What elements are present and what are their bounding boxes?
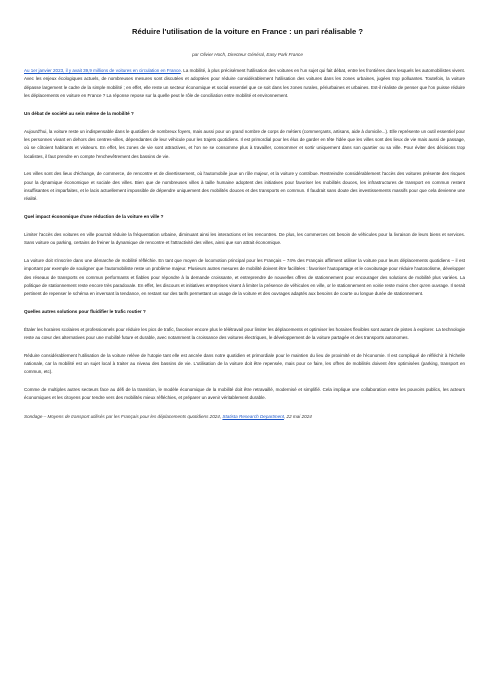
page-title: Réduire l'utilisation de la voiture en France : un pari réalisable ? [132, 27, 363, 36]
section-paragraph: La voiture doit s'inscrire dans une démarche de mobilité réfléchie. En tant que moyen de locomotion principal pour les Français – 74% des Français affirment utiliser la voiture pour leurs déplacements quotidiens – il est important par exemple de souligner que l'automobiliste reste un problème majeur. Plusieurs autres mesures de mobilité doivent être facilitées : favoriser l'autopartage et le covoiturage pour réduire l'autosolisme, développer des réseaux de transports en commun performants et fiables pour répondre à la demande croissante, et entreprendre de nouvelles offres de stationnement pour encourager des solutions de mobilité plus variées. La politique de stationnement reste encore très paradoxale. En effet, les discours et initiatives entreprises visent à limiter la présence de véhicules en ville, or le stationnement en voirie reste moins cher qu'en ouvrage. Il serait pertinent de repenser le schéma en inversant la tendance, en restant sur des tarifs permettant un usage de la voiture et des ouvrages adaptés aux besoins de courte ou longue durée de stationnement. [24, 257, 465, 297]
section-paragraph: Comme de multiples autres secteurs face au défi de la transition, le modèle économique de la mobilité doit être retravaillé, modernisé et simplifié. Cela implique une collaboration entre les pouvoirs publics, les acteurs économiques et les citoyens pour tendre vers des mobilités mieux réfléchies, et préparer un avenir véritablement durable. [24, 386, 465, 401]
source-link[interactable]: Statista Research Department [222, 413, 284, 419]
intro-paragraph [24, 67, 465, 101]
section-paragraph: Réduire considérablement l'utilisation de la voiture relève de l'utopie tant elle est ancrée dans notre quotidien et primordiale pour le maintien du lieu de proximité et de l'économie. Il est compliqué de réfléchir à l'échelle nationale, car la mobilité est un sujet local à traiter au niveau des bassins de vie. L'utilisation de la voiture doit être repensée, mais pour ce faire, les offres de mobilités doivent être optimisées (parking, transport en commun, etc). [24, 352, 465, 375]
section-paragraph: Limiter l'accès des voitures en ville pourrait réduire la fréquentation urbaine, diminuant ainsi les interactions et les rencontres. De plus, les commerces ont besoin de véhicules pour la livraison de leurs biens et services. Sans voiture ou parking, certains de freiner la dynamique de rencontre et l'attractivité des villes, ainsi que son attrait économique. [24, 231, 465, 246]
source-text: Sondage – Moyens de transport utilisés par les Français pour les déplacements quotidiens 2024, [24, 413, 223, 419]
article-body [24, 67, 465, 421]
section-heading-impact: Quel impact économique d'une réduction de la voiture en ville ? [24, 213, 164, 219]
source-citation [24, 413, 465, 421]
intro-text: . La mobilité, à plus précisément l'utilisation des voitures en l'un sujet qui fait débat, entre les frontières dans lesquels les automobilistes vivent. Avec les enjeux écologiques actuels, de nombreuses mesures sont discutées et adoptées pour réduire considérablement l'utilisation des voitures dans les zones urbaines, jugées trop polluantes. Toutefois, la voiture dépasse largement le cadre de la simple mobilité ; en effet, elle reste un secteur économique et social essentiel que ce soit dans les zones rurales, périurbaines et urbaines. Est-il réaliste de penser que l'on puisse réduire les déplacements en voiture en France ? La réponse repose sur la quelle peut le rôle de conciliation entre mobilité et environnement. [24, 68, 465, 99]
source-date: , 22 mai 2024 [283, 413, 312, 419]
section-heading-debat: Un débat de société au sein même de la mobilité ? [24, 110, 134, 116]
section-paragraph: Aujourd'hui, la voiture reste un indispensable dans le quotidien de nombreux foyers, mais aussi pour un grand nombre de corps de métiers (commerçants, artisans, aide à domicile...). Elle représente un outil essentiel pour les personnes vivant en dehors des centres-villes, dépendantes de leur véhicule pour les trajets quotidiens. Il est primordial pour les élus de garder en tête l'idée que les villes sont des lieux de vie mais aussi de passage, où se côtoient habitants et visiteurs. En effet, les zones de vie sont attractives, et l'on ne se consomme plus à travailler, consommer et sortir uniquement dans son quartier ou sa ville. Pour éviter des décisions trop localistes, il faut prendre en compte l'enchevêtrement des bassins de vie. [24, 128, 465, 159]
section-heading-solutions: Quelles autres solutions pour fluidifier le trafic routier ? [24, 308, 146, 314]
intro-source-link[interactable]: Au 1er janvier 2023, il y avait 39,9 millions de voitures en circulation en France [24, 68, 181, 73]
section-paragraph: Les villes sont des lieux d'échange, de commerce, de rencontre et de divertissement, où l'automobile joue un rôle majeur, et la voiture y contribue. Restreindre considérablement l'accès des voitures présente des risques pour la dynamique économique et sociale des villes. Bien que de nombreuses villes à taille humaine adoptent des initiatives pour favoriser les mobilités douces, les infrastructures de transport en commun restent insuffisantes et imparfaites, et le lacis actuellement impossible de dépendre uniquement des mobilités douces et des transports en commun. Il faudrait sans doute des investissements massifs pour que cela devienne une réalité. [24, 171, 465, 202]
author-byline: par Olivier Hoch, Directeur Général, Easy Park France [192, 52, 303, 57]
section-paragraph: Étaler les horaires scolaires et professionnels pour réduire les pics de trafic, favoriser encore plus le télétravail pour limiter les déplacements et optimiser les horaires flexibles sont autant de pistes à explorer. La technologie reste au cœur des alternatives pour une mobilité future et durable, avec notamment la croissance des voitures électriques, le développement de la voiture partagée et des transports autonomes. [24, 326, 465, 341]
